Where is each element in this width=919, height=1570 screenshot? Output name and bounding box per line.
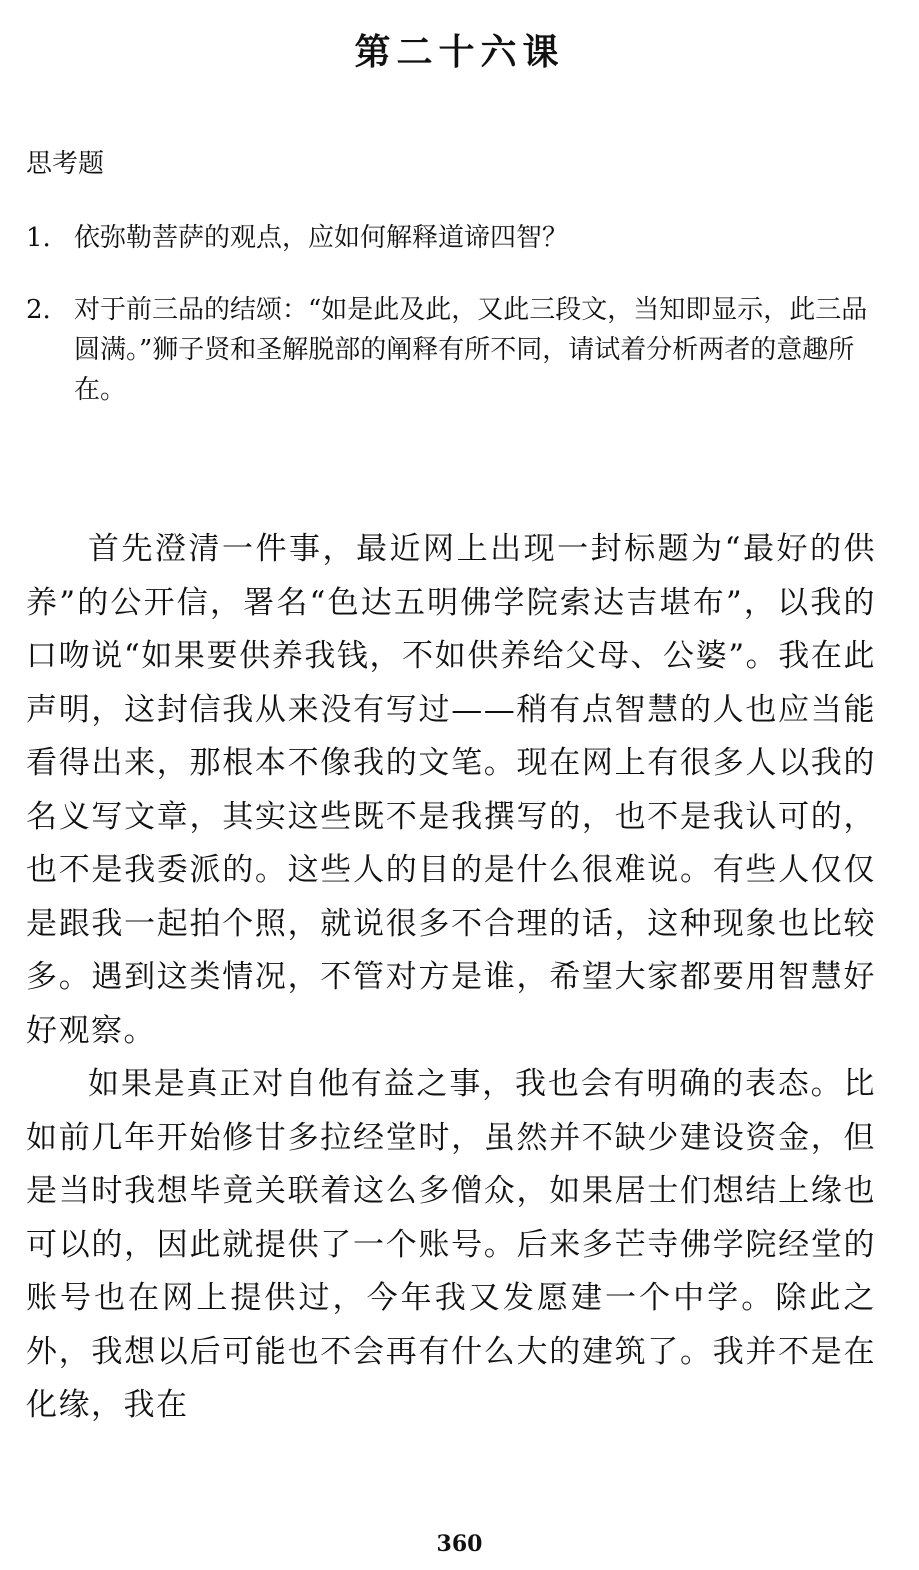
- question-text: 依弥勒菩萨的观点，应如何解释道谛四智？: [74, 223, 569, 253]
- body-text: [26, 523, 876, 1433]
- paragraph: 如果是真正对自他有益之事，我也会有明确的表态。比如前几年开始修甘多拉经堂时，虽然并不缺少建设资金，但是当时我想毕竟关联着这么多僧众，如果居士们想结上缘也可以的，因此就提供了一个账号。后来多芒寺佛学院经堂的账号也在网上提供过，今年我又发愿建一个中学。除此之外，我想以后可能也不会再有什么大的建筑了。我并不是在化缘，我在: [26, 1066, 876, 1423]
- question-number: 1.: [26, 223, 51, 253]
- question-text: 对于前三品的结颂：“如是此及此，又此三段文，当知即显示，此三品圆满。”狮子贤和圣解脱部的阐释有所不同，请试着分析两者的意趣所在。: [74, 295, 868, 405]
- question-item: [26, 218, 876, 258]
- question-item: [26, 290, 876, 410]
- section-heading: 思考题: [26, 149, 105, 179]
- lesson-title: 第二十六课: [354, 31, 565, 73]
- paragraph: 首先澄清一件事，最近网上出现一封标题为“最好的供养”的公开信，署名“色达五明佛学院索达吉堪布”，以我的口吻说“如果要供养我钱，不如供养给父母、公婆”。我在此声明，这封信我从来没有写过——稍有点智慧的人也应当能看得出来，那根本不像我的文笔。现在网上有很多人以我的名义写文章，其实这些既不是我撰写的，也不是我认可的，也不是我委派的。这些人的目的是什么很难说。有些人仅仅是跟我一起拍个照，就说很多不合理的话，这种现象也比较多。遇到这类情况，不管对方是谁，希望大家都要用智慧好好观察。: [26, 531, 876, 1049]
- question-number: 2.: [26, 295, 51, 325]
- page-number: 360: [436, 1531, 483, 1557]
